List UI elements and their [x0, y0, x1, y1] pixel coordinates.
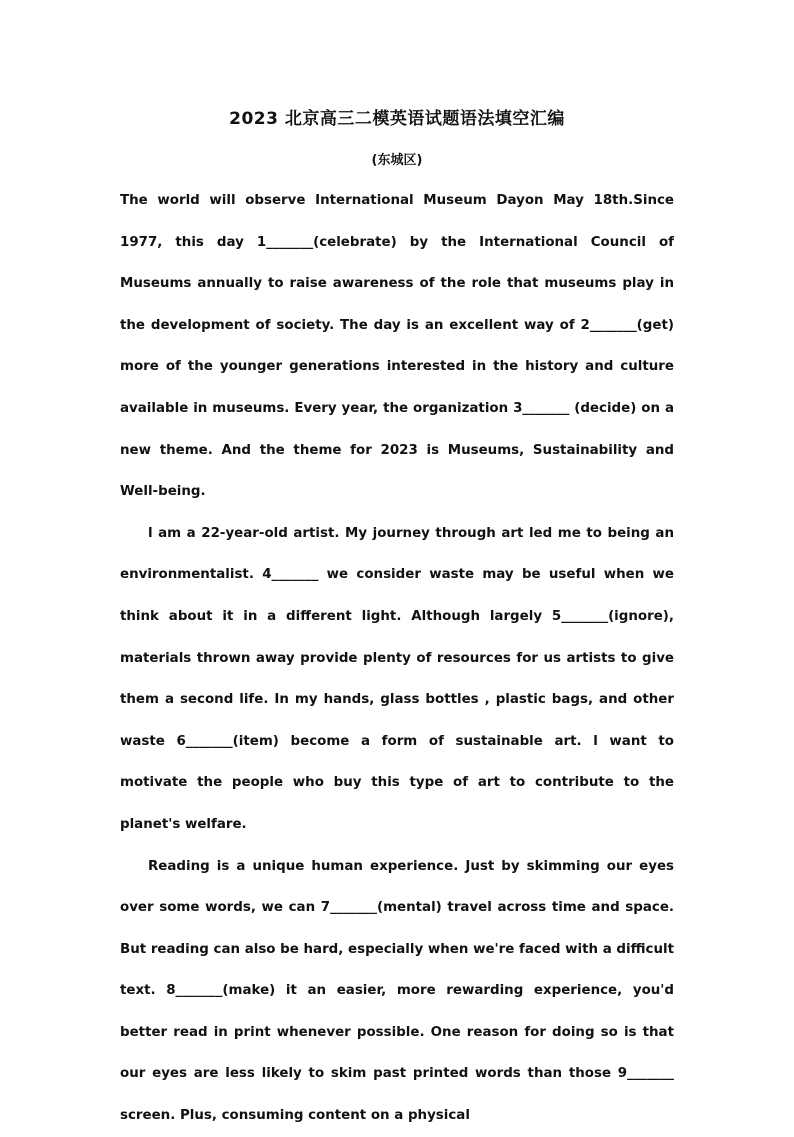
paragraph-reading: Reading is a unique human experience. Just by skimming our eyes over some words, we can 7_______(mental) travel across time and space. But reading can also be hard, especially when we're faced with a difficult text. 8_______(make) it an easier, more rewarding experience, you'd better read in print whenever possible. One reason for doing so is that our eyes are less likely to skim past printed words than those 9_______ screen. Plus, consuming content on a physical	[120, 858, 674, 1124]
paragraph-museum-day: The world will observe International Museum Dayon May 18th.Since 1977, this day 1_______(celebrate) by the International Council of Museums annually to raise awareness of the role that museums play in the development of society. The day is an excellent way of 2_______(get) more of the younger generations interested in the history and culture available in museums. Every year, the organization 3_______ (decide) on a new theme. And the theme for 2023 is Museums, Sustainability and Well-being.	[120, 193, 674, 500]
page-title: 2023 北京高三二模英语试题语法填空汇编	[229, 109, 565, 129]
passage-body	[120, 180, 674, 1137]
district-subtitle: (东城区)	[371, 153, 423, 168]
paragraph-artist: l am a 22-year-old artist. My journey through art led me to being an environmentalist. 4_______ we consider waste may be useful when we think about it in a different light. Although largely 5_______(ignore), materials thrown away provide plenty of resources for us artists to give them a second life. In my hands, glass bottles , plastic bags, and other waste 6_______(item) become a form of sustainable art. l want to motivate the people who buy this type of art to contribute to the planet's welfare.	[120, 525, 674, 832]
